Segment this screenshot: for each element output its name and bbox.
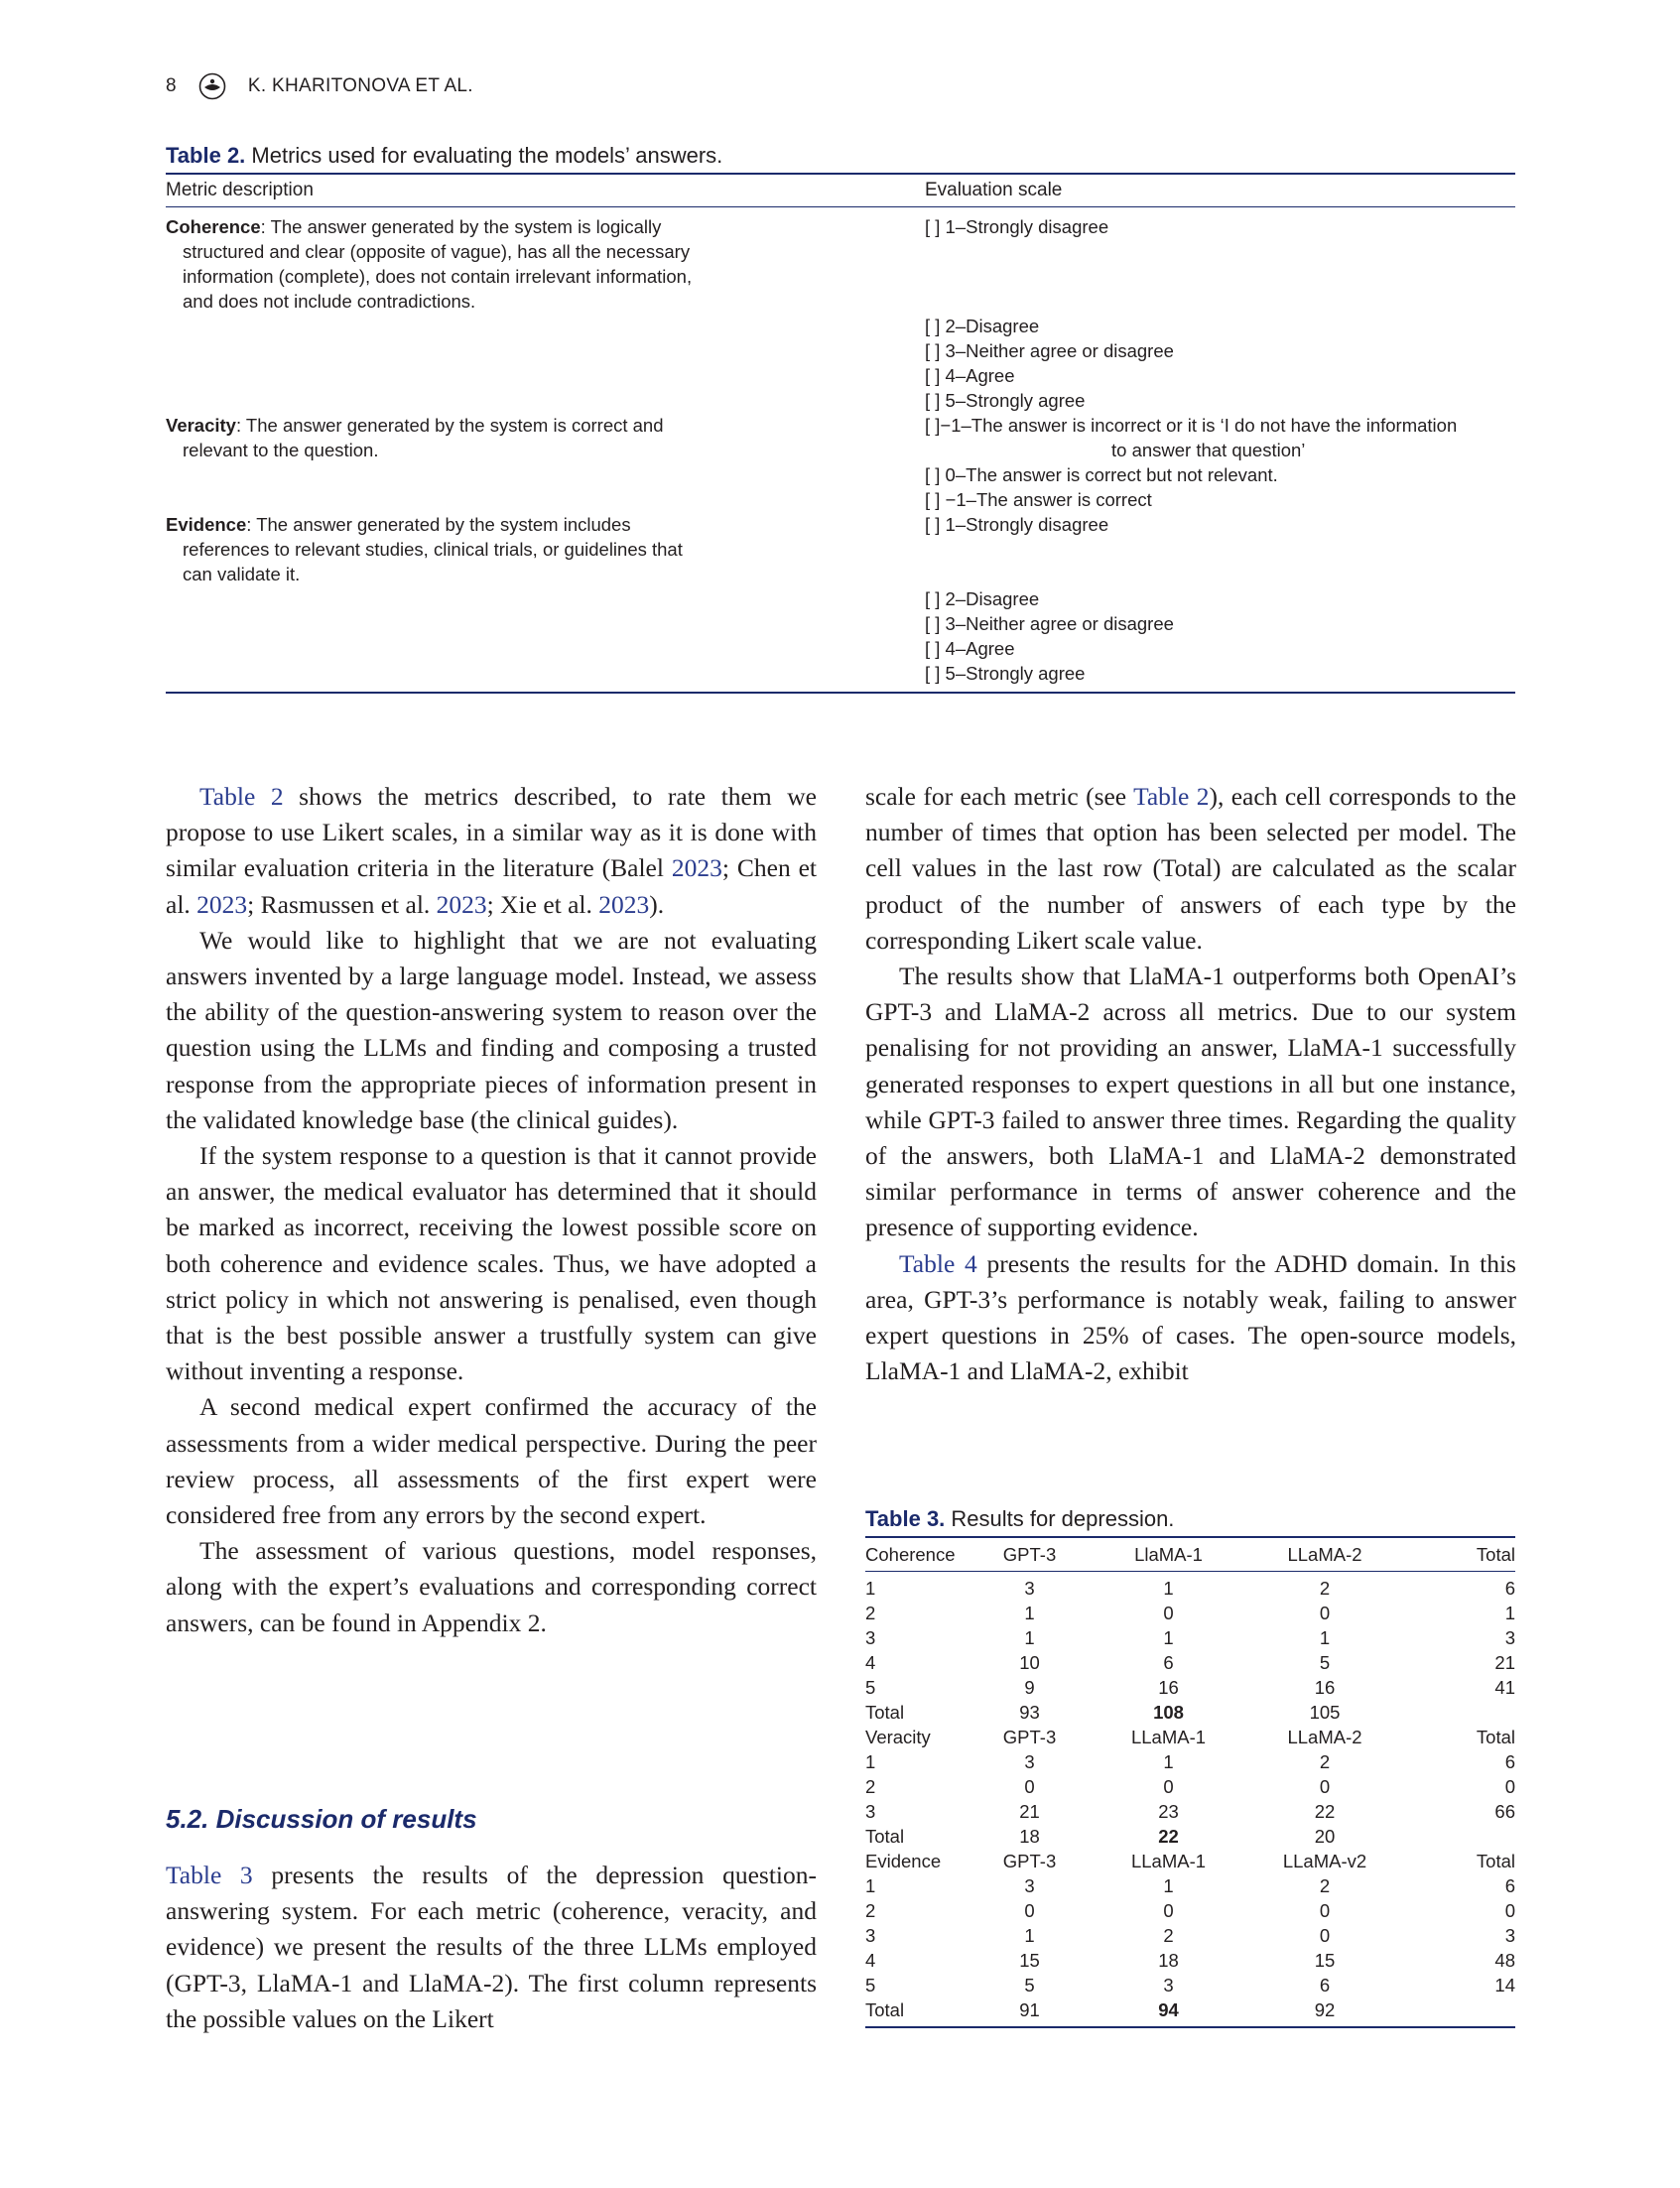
rasmussen-2023-link[interactable]: 2023 — [436, 889, 487, 919]
table-cell: 3 — [1024, 1875, 1035, 1896]
table-cell: 1 — [1163, 1627, 1174, 1648]
table-cell: 1 — [865, 1875, 876, 1896]
table-cell: LLaMA-2 — [1287, 1727, 1362, 1747]
table-3-grid — [865, 1538, 1515, 2022]
right-paragraph-1 — [865, 779, 1516, 959]
table-row — [865, 1973, 1515, 1997]
veracity-scale-1-line-b: to answer that question’ — [1111, 440, 1306, 460]
table-cell: 4 — [865, 1652, 876, 1673]
table-row — [865, 1625, 1515, 1650]
table-cell: 3 — [1024, 1578, 1035, 1599]
table-cell: 3 — [1163, 1975, 1174, 1995]
xie-2023-link[interactable]: 2023 — [598, 889, 650, 919]
table-cell: 1 — [1163, 1751, 1174, 1772]
table-row — [865, 1749, 1515, 1774]
table-cell: 18 — [1158, 1950, 1179, 1971]
table-cell: 2 — [865, 1776, 876, 1797]
page-number: 8 — [166, 75, 177, 96]
table-row — [865, 1849, 1515, 1873]
veracity-line-1: : The answer generated by the system is correct and — [235, 415, 664, 436]
left-paragraph-2: We would like to highlight that we are not evaluating answers invented by a large language model. Instead, we assess the ability of the question-answering system to reason over the question using the LLMs and finding and composing a trusted response from the appropriate pieces of information present in the validated knowledge base (the clinical guides). — [166, 925, 817, 1134]
evidence-term: Evidence — [166, 514, 247, 535]
left-column-text — [166, 779, 817, 1641]
table-cell: 6 — [1163, 1652, 1174, 1673]
table-cell: Total — [865, 1999, 905, 2020]
table-cell — [1417, 1997, 1515, 2022]
table-cell: LLaMA-1 — [1130, 1727, 1207, 1747]
table-cell: 1 — [1024, 1603, 1035, 1623]
table-row — [865, 1774, 1515, 1799]
table-3-ref-link[interactable]: Table 3 — [166, 1861, 253, 1889]
left-paragraph-3: If the system response to a question is that it cannot provide an answer, the medical evaluator has determined that it should be marked as incorrect, receiving the lowest possible score on both coherence and evidence scales. Thus, we have adopted a strict policy in which not answering is penalised, even though that is the best possible answer a trustfully system can give without inventing a response. — [166, 1141, 817, 1386]
table-cell: 3 — [865, 1801, 876, 1822]
table-cell: 10 — [1019, 1652, 1040, 1673]
table-cell: 15 — [1314, 1950, 1336, 1971]
left-p1-text-1: shows the metrics described, to rate them we propose to use Likert scales, in a similar way as it is done with similar evaluation criteria in the literature (Balel — [166, 782, 817, 883]
table-row — [865, 1675, 1515, 1700]
table-cell: 16 — [1314, 1677, 1336, 1698]
running-authors: K. KHARITONOVA ET AL. — [247, 75, 473, 96]
table-cell: 23 — [1158, 1801, 1179, 1822]
table-cell: 5 — [865, 1677, 876, 1698]
evidence-scale-3: [ ] 3–Neither agree or disagree — [925, 613, 1174, 634]
table-cell: 2 — [1319, 1751, 1331, 1772]
table-2-body — [166, 207, 1515, 692]
table-cell: 0 — [1504, 1900, 1515, 1921]
coherence-scale-4: [ ] 4–Agree — [925, 365, 1015, 386]
right-paragraph-3 — [865, 1246, 1516, 1390]
table-row — [865, 1799, 1515, 1824]
table-cell: 48 — [1494, 1950, 1515, 1971]
table-row — [865, 1997, 1515, 2022]
evidence-line-3: can validate it. — [183, 564, 301, 584]
balel-2023-link[interactable]: 2023 — [671, 853, 722, 883]
table-cell: Total — [865, 1702, 905, 1723]
table-cell: 6 — [1504, 1751, 1515, 1772]
table-2-label: Table 2. — [166, 143, 246, 168]
table-2-caption — [166, 142, 1515, 170]
table-cell: 20 — [1314, 1826, 1336, 1847]
left-p6-text: presents the results of the depression question-answering system. For each metric (coherence, veracity, and evidence) we present the results of the three LLMs employed (GPT-3, LlaMA-1 and LlaMA-2). The first column represents the possible values on the Likert — [166, 1861, 817, 2033]
table-cell: 18 — [1019, 1826, 1040, 1847]
table-cell: 2 — [865, 1603, 876, 1623]
veracity-scale-2: [ ] 0–The answer is correct but not relevant. — [925, 464, 1278, 485]
evidence-scale-1: [ ] 1–Strongly disagree — [925, 514, 1109, 535]
table-cell: 1 — [1024, 1925, 1035, 1946]
left-column-text-2 — [166, 1858, 817, 2037]
table-cell: 2 — [1319, 1875, 1331, 1896]
evidence-scale-4: [ ] 4–Agree — [925, 638, 1015, 659]
right-p1-text-2: ), each cell corresponds to the number of times that option has been selected per model. The cell values in the last row (Total) are calculated as the scalar product of the number of answers of each type by the corresponding Likert scale value. — [865, 782, 1516, 955]
table-3-label: Table 3. — [865, 1506, 946, 1531]
table-2-header — [166, 175, 1515, 206]
table-cell: 91 — [1019, 1999, 1040, 2020]
table-row — [865, 1601, 1515, 1625]
veracity-description — [166, 413, 761, 462]
table-4-ref-link[interactable]: Table 4 — [899, 1248, 977, 1278]
table-cell: Total — [865, 1826, 905, 1847]
table-cell: 0 — [1504, 1776, 1515, 1797]
table-cell: 15 — [1019, 1950, 1040, 1971]
left-p1-text-4: ; Xie et al. — [486, 889, 599, 919]
table-cell: 1 — [1024, 1627, 1035, 1648]
table-cell: 6 — [1319, 1975, 1331, 1995]
running-header — [166, 71, 473, 101]
table-cell: 1 — [1163, 1875, 1174, 1896]
table-cell: 0 — [1319, 1900, 1331, 1921]
table-3 — [865, 1505, 1515, 2028]
table-cell: Evidence — [865, 1851, 942, 1871]
table-cell: 92 — [1314, 1999, 1336, 2020]
table-cell: 6 — [1504, 1578, 1515, 1599]
coherence-description — [166, 214, 761, 314]
table-cell: 41 — [1494, 1677, 1515, 1698]
left-paragraph-6 — [166, 1858, 817, 2037]
table-cell: 3 — [1024, 1751, 1035, 1772]
table-cell: 5 — [865, 1975, 876, 1995]
table-cell: 1 — [1504, 1603, 1515, 1623]
table-3-header-cell: GPT-3 — [1002, 1544, 1057, 1565]
table-3-header-row — [865, 1538, 1515, 1572]
table-cell: Veracity — [865, 1727, 931, 1747]
table-cell: 21 — [1494, 1652, 1515, 1673]
veracity-line-2: relevant to the question. — [183, 440, 379, 460]
table-cell: 105 — [1309, 1702, 1341, 1723]
table-cell: 6 — [1504, 1875, 1515, 1896]
chen-2023-link[interactable]: 2023 — [196, 889, 248, 919]
veracity-scale-1 — [925, 413, 1520, 462]
evidence-scale-2: [ ] 2–Disagree — [925, 588, 1040, 609]
coherence-line-1: : The answer generated by the system is logically — [260, 216, 662, 237]
table-cell — [1417, 1700, 1515, 1725]
evidence-line-1: : The answer generated by the system includes — [246, 514, 631, 535]
table-cell: 22 — [1158, 1826, 1179, 1847]
left-paragraph-1 — [166, 779, 817, 923]
table-2-col-scale: Evaluation scale — [925, 180, 1063, 200]
left-paragraph-5: The assessment of various questions, model responses, along with the expert’s evaluations and corresponding correct answers, can be found in Appendix 2. — [166, 1536, 817, 1637]
table-cell: 1 — [865, 1751, 876, 1772]
veracity-scale-1-line-a: [ ]−1–The answer is incorrect or it is ‘I do not have the information — [925, 415, 1458, 436]
left-p1-text-5: ). — [649, 889, 665, 919]
table-cell: 3 — [1504, 1925, 1515, 1946]
table-3-header-cell: LlaMA-1 — [1134, 1544, 1203, 1565]
table-cell — [1417, 1824, 1515, 1849]
table-cell: 3 — [865, 1925, 876, 1946]
table-cell: 3 — [865, 1627, 876, 1648]
table-2-caption-text: Metrics used for evaluating the models’ answers. — [251, 143, 723, 168]
table-2 — [166, 142, 1515, 694]
table-cell: 9 — [1024, 1677, 1035, 1698]
coherence-line-3: information (complete), does not contain irrelevant information, — [183, 266, 693, 287]
table-cell: 0 — [1319, 1925, 1331, 1946]
left-p1-text-3: ; Rasmussen et al. — [247, 889, 437, 919]
table-cell: 1 — [865, 1578, 876, 1599]
evidence-line-2: references to relevant studies, clinical trials, or guidelines that — [183, 539, 683, 560]
table-cell: 3 — [1504, 1627, 1515, 1648]
publisher-logo-icon — [198, 72, 226, 100]
table-cell: 93 — [1019, 1702, 1040, 1723]
table-cell: 0 — [1024, 1776, 1035, 1797]
table-cell: 4 — [865, 1950, 876, 1971]
coherence-scale-1: [ ] 1–Strongly disagree — [925, 216, 1109, 237]
table-cell: 2 — [1163, 1925, 1174, 1946]
table-3-header-cell: Coherence — [865, 1544, 956, 1565]
section-heading: 5.2. Discussion of results — [166, 1804, 477, 1834]
table-row — [865, 1725, 1515, 1749]
table-2-col-metric: Metric description — [166, 180, 314, 200]
table-cell: 1 — [1163, 1578, 1174, 1599]
table-row — [865, 1572, 1515, 1602]
right-p1-text-1: scale for each metric (see — [865, 782, 1134, 811]
table-cell: Total — [1476, 1851, 1515, 1871]
coherence-scale-3: [ ] 3–Neither agree or disagree — [925, 340, 1174, 361]
evidence-scale-5: [ ] 5–Strongly agree — [925, 663, 1086, 684]
table-cell: LLaMA-v2 — [1282, 1851, 1367, 1871]
table-cell: 66 — [1494, 1801, 1515, 1822]
table-3-header-cell: Total — [1476, 1544, 1515, 1565]
table-cell: 5 — [1319, 1652, 1331, 1673]
right-paragraph-2: The results show that LlaMA-1 outperforms both OpenAI’s GPT-3 and LlaMA-2 across all metrics. Due to our system penalising for not providing an answer, LlaMA-1 successfully generated responses to expert questions in all but one instance, while GPT-3 failed to answer three times. Regarding the quality of the answers, both LlaMA-1 and LlaMA-2 demonstrated similar performance in terms of answer coherence and the presence of supporting evidence. — [865, 962, 1516, 1242]
table-cell: GPT-3 — [1002, 1851, 1057, 1871]
right-column-text — [865, 779, 1516, 1389]
table-3-caption — [865, 1505, 1515, 1533]
veracity-term: Veracity — [166, 415, 236, 436]
table-cell: 0 — [1163, 1603, 1174, 1623]
coherence-line-2: structured and clear (opposite of vague), has all the necessary — [183, 241, 691, 262]
table-cell: 0 — [1024, 1900, 1035, 1921]
coherence-term: Coherence — [166, 216, 261, 237]
coherence-line-4: and does not include contradictions. — [183, 291, 476, 312]
table-cell: 1 — [1319, 1627, 1331, 1648]
table-cell: Total — [1476, 1727, 1515, 1747]
table-3-caption-text: Results for depression. — [951, 1506, 1175, 1531]
table-cell: GPT-3 — [1002, 1727, 1057, 1747]
table-cell: 2 — [865, 1900, 876, 1921]
table-cell: 0 — [1319, 1603, 1331, 1623]
table-cell: 0 — [1163, 1900, 1174, 1921]
table-cell: 14 — [1494, 1975, 1515, 1995]
table-2-ref-link[interactable]: Table 2 — [199, 782, 284, 811]
coherence-scale-2: [ ] 2–Disagree — [925, 316, 1040, 336]
table-cell: 5 — [1024, 1975, 1035, 1995]
table-cell: 94 — [1158, 1999, 1179, 2020]
table-row — [865, 1873, 1515, 1898]
veracity-scale-3: [ ] −1–The answer is correct — [925, 489, 1152, 510]
table-3-header-cell: LLaMA-2 — [1287, 1544, 1362, 1565]
table-3-body — [865, 1572, 1515, 2023]
table-cell: 2 — [1319, 1578, 1331, 1599]
evidence-description — [166, 512, 761, 586]
table-cell: 21 — [1019, 1801, 1040, 1822]
table-cell: 0 — [1163, 1776, 1174, 1797]
table-cell: 22 — [1314, 1801, 1336, 1822]
table-row — [865, 1898, 1515, 1923]
table-2-ref-link-2[interactable]: Table 2 — [1133, 782, 1210, 811]
table-row — [865, 1923, 1515, 1948]
table-row — [865, 1650, 1515, 1675]
table-row — [865, 1824, 1515, 1849]
table-cell: 0 — [1319, 1776, 1331, 1797]
table-cell: LLaMA-1 — [1130, 1851, 1207, 1871]
table-cell: 16 — [1158, 1677, 1179, 1698]
table-row — [865, 1948, 1515, 1973]
left-paragraph-4: A second medical expert confirmed the accuracy of the assessments from a wider medical perspective. During the peer review process, all assessments of the first expert were considered free from any errors by the second expert. — [166, 1392, 817, 1530]
coherence-scale-5: [ ] 5–Strongly agree — [925, 390, 1086, 411]
left-p1-text-2: ; Chen et al. — [166, 853, 817, 919]
table-cell: 108 — [1153, 1702, 1184, 1723]
table-row — [865, 1700, 1515, 1725]
right-p3-text: presents the results for the ADHD domain. In this area, GPT-3’s performance is notably weak, failing to answer expert questions in 25% of cases. The open-source models, LlaMA-1 and LlaMA-2, exhibit — [865, 1248, 1516, 1386]
